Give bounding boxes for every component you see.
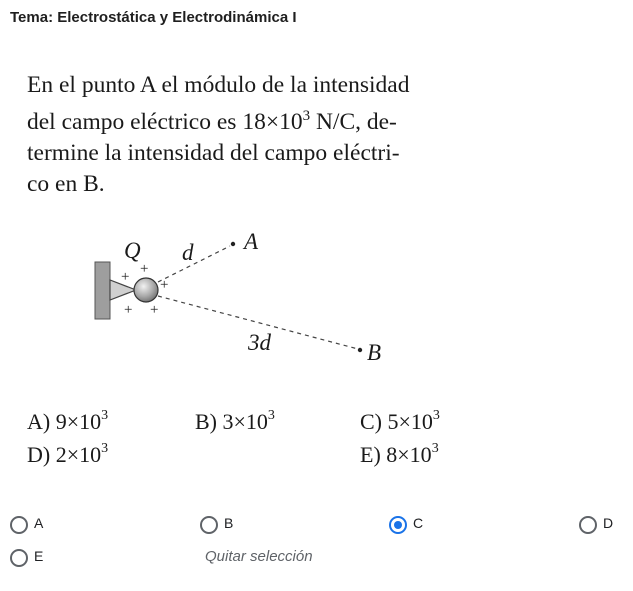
line-to-a: [158, 246, 230, 282]
option-label-e[interactable]: E: [34, 548, 44, 564]
choice-e: [360, 442, 439, 468]
plus-sign: +: [160, 277, 169, 293]
point-b-dot: [358, 348, 362, 352]
choice-letter: E): [360, 442, 381, 467]
plus-sign: +: [140, 261, 149, 277]
choice-letter: A): [27, 409, 51, 434]
choice-exponent: 3: [267, 407, 275, 423]
plus-sign: +: [150, 302, 159, 318]
choice-exponent: 3: [101, 407, 109, 423]
problem-line-2-end: N/C, de-: [310, 108, 397, 135]
field-value: 18×10: [242, 108, 303, 135]
point-a-label: A: [244, 229, 259, 254]
distance-a-label: d: [182, 240, 194, 265]
choice-value: 2×10: [55, 442, 102, 467]
plus-sign: +: [121, 269, 130, 285]
choice-letter: C): [360, 409, 382, 434]
point-a-dot: [231, 242, 235, 246]
option-label-c[interactable]: C: [413, 515, 424, 531]
choice-value: 8×10: [386, 442, 432, 467]
option-label-b[interactable]: B: [224, 515, 234, 531]
question-title: Tema: Electrostática y Electrodinámica I: [10, 9, 297, 26]
choice-value: 9×10: [55, 409, 102, 434]
option-label-a[interactable]: A: [34, 515, 44, 531]
option-label-d[interactable]: D: [603, 515, 614, 531]
problem-statement: [27, 70, 477, 200]
choice-a: [27, 409, 108, 435]
distance-b-label: 3d: [248, 330, 271, 355]
choice-b: [195, 409, 275, 435]
problem-line-2-text: del campo eléctrico es: [27, 108, 243, 135]
radio-option-a[interactable]: [10, 516, 28, 534]
problem-line-3: termine la intensidad del campo eléctri-: [27, 139, 400, 166]
choice-d: [27, 442, 108, 468]
radio-option-c[interactable]: [389, 516, 407, 534]
choice-exponent: 3: [101, 440, 109, 456]
choice-value: 3×10: [222, 409, 268, 434]
plus-sign: +: [124, 302, 133, 318]
choice-exponent: 3: [431, 440, 439, 456]
problem-line-2: [27, 101, 477, 138]
choice-exponent: 3: [432, 407, 440, 423]
radio-option-b[interactable]: [200, 516, 218, 534]
choice-value: 5×10: [387, 409, 433, 434]
problem-line-1: En el punto A el módulo de la intensidad: [27, 72, 410, 98]
problem-line-4: co en B.: [27, 170, 105, 197]
wall: [95, 262, 110, 319]
charged-sphere: [134, 278, 158, 302]
choice-letter: B): [195, 409, 217, 434]
choice-letter: D): [27, 442, 51, 467]
field-exponent: 3: [302, 108, 311, 124]
radio-option-d[interactable]: [579, 516, 597, 534]
charge-label: Q: [124, 238, 141, 263]
physics-diagram: [0, 225, 633, 375]
radio-option-e[interactable]: [10, 549, 28, 567]
clear-selection-link[interactable]: Quitar selección: [205, 548, 313, 565]
choice-c: [360, 409, 440, 435]
point-b-label: B: [367, 340, 382, 365]
